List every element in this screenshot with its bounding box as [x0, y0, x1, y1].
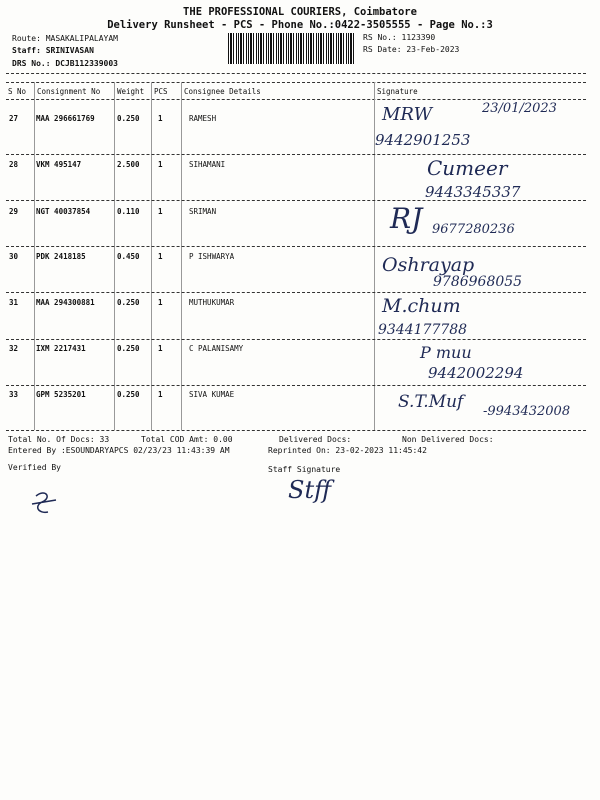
row-weight: 0.110	[117, 207, 140, 216]
row-phone: 9677280236	[432, 222, 515, 237]
staff-label: Staff: SRINIVASAN	[12, 46, 94, 55]
row-phone: 9442002294	[428, 364, 524, 382]
row-phone: -9943432008	[483, 404, 571, 419]
entered-by: Entered By :ESOUNDARYAPCS 02/23/23 11:43:39 AM	[8, 446, 230, 455]
row-consignee: SIVA KUMAE	[189, 390, 235, 399]
row-consignment: MAA 296661769	[36, 114, 95, 123]
row-weight: 0.250	[117, 344, 140, 353]
row-rule	[6, 430, 586, 431]
row-phone: 9443345337	[425, 183, 521, 201]
column-divider	[34, 82, 35, 430]
row-pcs: 1	[158, 390, 163, 399]
row-rule	[6, 292, 586, 293]
row-sno: 33	[9, 390, 19, 399]
row-consignee: SIHAMANI	[189, 160, 226, 169]
row-weight: 0.250	[117, 390, 140, 399]
row-phone: 9442901253	[375, 131, 471, 149]
staff-signature-label: Staff Signature	[268, 465, 341, 474]
row-consignment: GPM 5235201	[36, 390, 86, 399]
row-sno: 27	[9, 114, 19, 123]
route-label: Route: MASAKALIPALAYAM	[12, 34, 118, 43]
column-divider	[181, 82, 182, 430]
row-consignee: SRIMAN	[189, 207, 217, 216]
row-sno: 28	[9, 160, 19, 169]
row-pcs: 1	[158, 207, 163, 216]
row-signature: RJ	[390, 202, 423, 235]
row-consignment: VKM 495147	[36, 160, 82, 169]
row-sno: 32	[9, 344, 19, 353]
rule	[6, 82, 586, 83]
row-weight: 0.250	[117, 298, 140, 307]
rs-date: RS Date: 23-Feb-2023	[363, 45, 460, 54]
drs-number: DRS No.: DCJB112339003	[12, 59, 118, 68]
row-consignee: MUTHUKUMAR	[189, 298, 235, 307]
row-rule	[6, 246, 586, 247]
row-signature: S.T.Muf	[398, 392, 464, 412]
row-phone: 9786968055	[433, 274, 523, 290]
staff-signature-scrawl: Stff	[288, 476, 332, 504]
company-title: THE PROFESSIONAL COURIERS, Coimbatore	[183, 6, 417, 18]
row-rule	[6, 154, 586, 155]
row-sno: 29	[9, 207, 19, 216]
barcode	[228, 33, 355, 64]
verified-by-label: Verified By	[8, 463, 61, 472]
row-consignee: P ISHWARYA	[189, 252, 235, 261]
column-header-sno: S No	[8, 87, 27, 96]
row-rule	[6, 200, 586, 201]
row-signature-date: 23/01/2023	[482, 101, 557, 116]
rule	[6, 73, 586, 74]
row-weight: 0.250	[117, 114, 140, 123]
row-rule	[6, 385, 586, 386]
row-consignee: RAMESH	[189, 114, 217, 123]
row-consignment: NGT 40037854	[36, 207, 91, 216]
row-pcs: 1	[158, 344, 163, 353]
row-consignment: MAA 294300881	[36, 298, 95, 307]
row-rule	[6, 339, 586, 340]
row-weight: 0.450	[117, 252, 140, 261]
row-sno: 30	[9, 252, 19, 261]
row-signature: M.chum	[382, 295, 461, 317]
row-pcs: 1	[158, 114, 163, 123]
column-divider	[114, 82, 115, 430]
reprinted-on: Reprinted On: 23-02-2023 11:45:42	[268, 446, 427, 455]
non-delivered-docs: Non Delivered Docs:	[402, 435, 494, 444]
row-signature: MRW	[382, 104, 433, 125]
runsheet-subtitle: Delivery Runsheet - PCS - Phone No.:0422-3505555 - Page No.:3	[107, 19, 493, 31]
row-consignee: C PALANISAMY	[189, 344, 244, 353]
total-cod: Total COD Amt: 0.00	[141, 435, 233, 444]
column-header-consignment: Consignment No	[37, 87, 101, 96]
row-pcs: 1	[158, 252, 163, 261]
column-divider	[151, 82, 152, 430]
verifier-signature-scrawl	[30, 488, 60, 518]
column-header-signature: Signature	[377, 87, 418, 96]
row-sno: 31	[9, 298, 19, 307]
column-header-consignee: Consignee Details	[184, 87, 261, 96]
rs-number: RS No.: 1123390	[363, 33, 436, 42]
row-consignment: IXM 2217431	[36, 344, 86, 353]
row-pcs: 1	[158, 160, 163, 169]
row-signature: Oshrayap	[382, 254, 475, 276]
column-header-pcs: PCS	[154, 87, 168, 96]
row-signature: P muu	[420, 343, 472, 362]
row-signature: Cumeer	[427, 156, 508, 180]
row-phone: 9344177788	[378, 322, 468, 338]
row-pcs: 1	[158, 298, 163, 307]
delivered-docs: Delivered Docs:	[279, 435, 352, 444]
rule	[6, 99, 586, 100]
row-weight: 2.500	[117, 160, 140, 169]
row-consignment: PDK 2418185	[36, 252, 86, 261]
total-docs: Total No. Of Docs: 33	[8, 435, 110, 444]
column-header-weight: Weight	[117, 87, 145, 96]
